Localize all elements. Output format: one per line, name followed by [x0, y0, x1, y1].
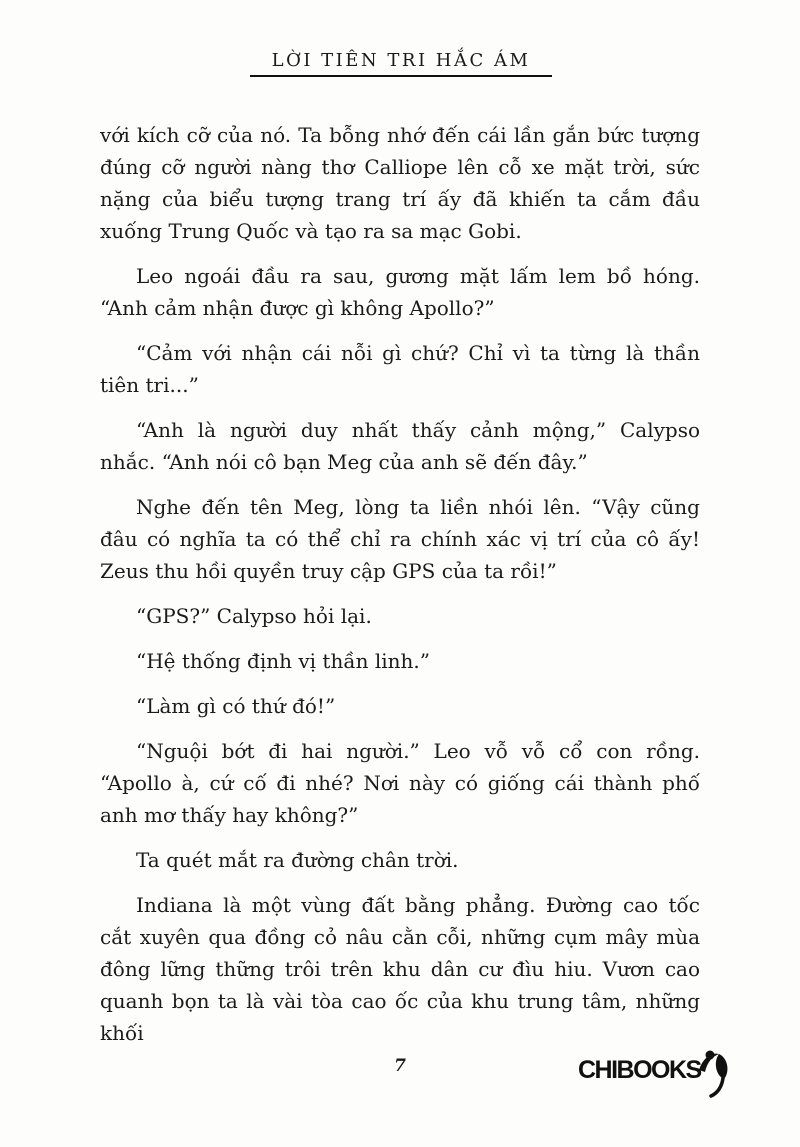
body-paragraph-10: Ta quét mắt ra đường chân trời. — [136, 848, 459, 872]
publisher-logo-text: CHIBOOKS — [578, 1056, 701, 1084]
running-header-title: LỜI TIÊN TRI HẮC ÁM — [271, 50, 531, 71]
body-paragraph-9: “Nguội bớt đi hai người.” Leo vỗ vỗ cổ con rồng. “Apollo à, cứ cố đi nhé? Nơi này có giống cái thành phố anh mơ thấy hay không?” — [100, 739, 700, 827]
body-paragraph-11: Indiana là một vùng đất bằng phẳng. Đường cao tốc cắt xuyên qua đồng cỏ nâu cằn cỗi, những cụm mây mùa đông lững thững trôi trên khu dân cư đìu hiu. Vươn cao quanh bọn ta là vài tòa cao ốc của khu trung tâm, những khối — [100, 893, 700, 1045]
body-paragraph-8: “Làm gì có thứ đó!” — [136, 694, 336, 718]
body-paragraph-2: Leo ngoái đầu ra sau, gương mặt lấm lem bồ hóng. “Anh cảm nhận được gì không Apollo?” — [100, 264, 700, 320]
body-text-block — [100, 119, 700, 1062]
body-paragraph-6: “GPS?” Calypso hỏi lại. — [136, 604, 372, 628]
publisher-logo — [578, 1048, 710, 1100]
body-paragraph-7: “Hệ thống định vị thần linh.” — [136, 649, 430, 673]
running-header — [250, 50, 552, 77]
body-paragraph-3: “Cảm với nhận cái nỗi gì chứ? Chỉ vì ta từng là thần tiên tri...” — [100, 341, 700, 397]
body-paragraph-5: Nghe đến tên Meg, lòng ta liền nhói lên. “Vậy cũng đâu có nghĩa ta có thể chỉ ra chính xác vị trí của cô ấy! Zeus thu hồi quyền truy cập GPS của ta rồi!” — [100, 495, 700, 583]
body-paragraph-4: “Anh là người duy nhất thấy cảnh mộng,” Calypso nhắc. “Anh nói cô bạn Meg của anh sẽ đến đây.” — [100, 418, 700, 474]
body-paragraph-1: với kích cỡ của nó. Ta bỗng nhớ đến cái lần gắn bức tượng đúng cỡ người nàng thơ Calliope lên cỗ xe mặt trời, sức nặng của biểu tượng trang trí ấy đã khiến ta cắm đầu xuống Trung Quốc và tạo ra sa mạc Gobi. — [100, 123, 700, 243]
page-number: 7 — [394, 1056, 406, 1076]
sprout-leaf-icon — [697, 1048, 731, 1104]
